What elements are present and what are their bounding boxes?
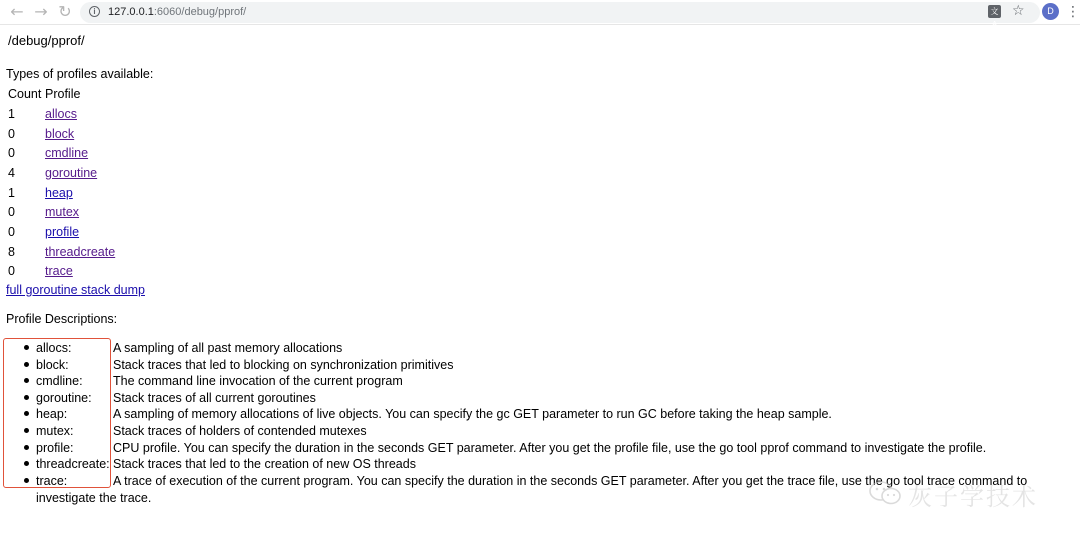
- profile-count: 4: [8, 166, 15, 180]
- column-header-count: Count: [8, 87, 42, 101]
- description-text: Stack traces that led to the creation of new OS threads: [113, 457, 416, 471]
- description-name: trace:: [36, 474, 68, 488]
- full-goroutine-dump-link[interactable]: full goroutine stack dump: [6, 283, 145, 297]
- arrow-left-icon[interactable]: ←: [10, 2, 24, 21]
- page-title: /debug/pprof/: [8, 33, 85, 48]
- profile-count: 0: [8, 127, 15, 141]
- column-header-profile: Profile: [45, 87, 81, 101]
- avatar[interactable]: D: [1042, 3, 1059, 20]
- translate-icon[interactable]: 文A: [988, 5, 1001, 18]
- description-text-continued: investigate the trace.: [36, 491, 152, 505]
- info-icon[interactable]: i: [89, 6, 100, 17]
- description-text: CPU profile. You can specify the duration in the seconds GET parameter. After you get the profile file, use the go tool pprof command to investigate the profile.: [113, 441, 987, 455]
- profile-link-allocs[interactable]: allocs: [45, 107, 77, 121]
- description-text: Stack traces of holders of contended mutexes: [113, 424, 367, 438]
- profile-link-heap[interactable]: heap: [45, 186, 73, 200]
- profile-link-profile[interactable]: profile: [45, 225, 80, 239]
- annotation-highlight-box: [3, 338, 111, 488]
- description-name: profile:: [36, 441, 74, 455]
- description-text: Stack traces of all current goroutines: [113, 391, 316, 405]
- description-name: goroutine:: [36, 391, 92, 405]
- profile-count: 0: [8, 205, 15, 219]
- description-name: heap:: [36, 407, 68, 421]
- profile-count: 8: [8, 245, 15, 259]
- description-name: cmdline:: [36, 374, 83, 388]
- profile-count: 0: [8, 146, 15, 160]
- profile-link-cmdline[interactable]: cmdline: [45, 146, 89, 160]
- descriptions-heading: Profile Descriptions:: [6, 312, 118, 326]
- reload-icon[interactable]: ↻: [58, 2, 72, 21]
- profile-count: 1: [8, 186, 15, 200]
- profile-link-trace[interactable]: trace: [45, 264, 73, 278]
- profile-count: 0: [8, 225, 15, 239]
- url-host: 127.0.0.1: [108, 6, 154, 18]
- description-name: threadcreate:: [36, 457, 110, 471]
- description-text: A sampling of memory allocations of live objects. You can specify the gc GET parameter to run GC before taking the heap sample.: [113, 407, 832, 421]
- description-name: block:: [36, 358, 69, 372]
- profile-link-block[interactable]: block: [45, 127, 75, 141]
- profile-count: 1: [8, 107, 15, 121]
- star-icon[interactable]: ☆: [1012, 3, 1025, 19]
- description-text: The command line invocation of the current program: [113, 374, 403, 388]
- description-name: mutex:: [36, 424, 74, 438]
- more-menu-icon[interactable]: ⋮: [1066, 4, 1080, 20]
- url-path: :6060/debug/pprof/: [153, 6, 247, 18]
- address-bar[interactable]: [80, 2, 1040, 23]
- wechat-icon: [868, 480, 902, 506]
- watermark-text: 灰子学技术: [908, 483, 1038, 511]
- url-text[interactable]: [108, 5, 246, 20]
- arrow-right-icon[interactable]: →: [34, 2, 48, 21]
- description-text: A trace of execution of the current program. You can specify the duration in the seconds GET parameter. After you get the trace file, use the go tool trace command to: [113, 474, 1028, 488]
- description-text: Stack traces that led to blocking on synchronization primitives: [113, 358, 454, 372]
- description-name: allocs:: [36, 341, 72, 355]
- profile-count: 0: [8, 264, 15, 278]
- types-heading: Types of profiles available:: [6, 67, 154, 81]
- description-text: A sampling of all past memory allocations: [113, 341, 343, 355]
- browser-toolbar: [0, 0, 1080, 29]
- profile-link-goroutine[interactable]: goroutine: [45, 166, 98, 180]
- profile-link-mutex[interactable]: mutex: [45, 205, 80, 219]
- profile-link-threadcreate[interactable]: threadcreate: [45, 245, 116, 259]
